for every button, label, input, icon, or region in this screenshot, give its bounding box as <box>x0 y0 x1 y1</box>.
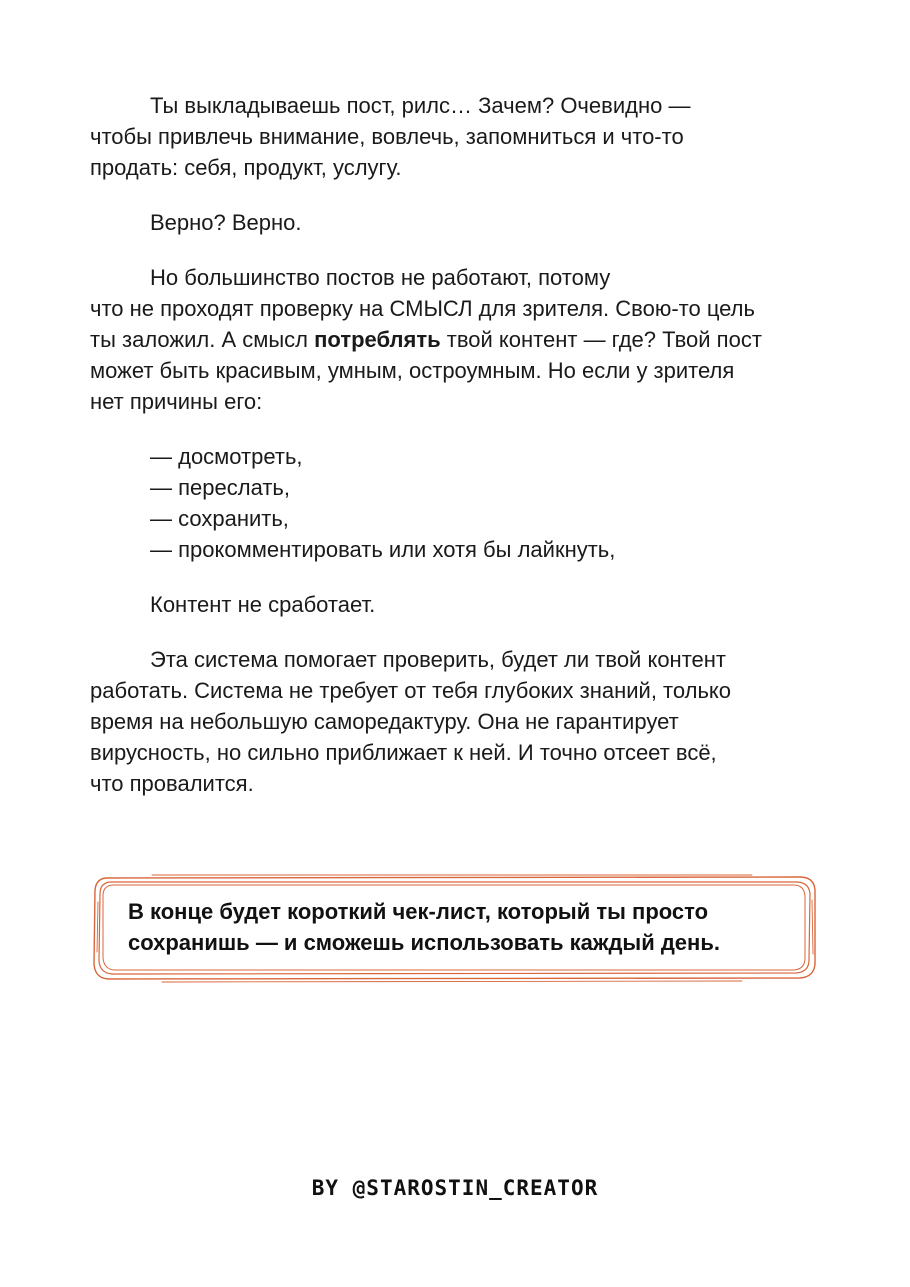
text-line: Верно? Верно. <box>150 210 302 235</box>
text-line: продать: себя, продукт, услугу. <box>90 155 402 180</box>
list-item: — досмотреть, <box>150 444 303 469</box>
text-line: время на небольшую саморедактуру. Она не гарантирует <box>90 709 679 734</box>
text-line: Ты выкладываешь пост, рилс… Зачем? Очевидно — <box>150 93 691 118</box>
paragraph-intro <box>90 90 830 183</box>
text-segment: твой контент — где? Твой пост <box>440 327 762 352</box>
callout-line: сохранишь — и сможешь использовать каждый день. <box>128 930 720 955</box>
text-line: что не проходят проверку на СМЫСЛ для зрителя. Свою-то цель <box>90 296 755 321</box>
callout-text <box>128 896 808 958</box>
body-text <box>90 90 830 823</box>
bold-word: потреблять <box>314 327 441 352</box>
text-line: может быть красивым, умным, остроумным. Но если у зрителя <box>90 358 735 383</box>
text-line: работать. Система не требует от тебя глубоких знаний, только <box>90 678 732 703</box>
checklist-callout <box>92 872 818 984</box>
reasons-list <box>90 441 830 565</box>
text-line: Но большинство постов не работают, потому <box>150 265 611 290</box>
text-segment: ты заложил. А смысл <box>90 327 315 352</box>
list-item: — сохранить, <box>150 506 289 531</box>
text-line: вирусность, но сильно приближает к ней. И точно отсеет всё, <box>90 740 717 765</box>
text-line: чтобы привлечь внимание, вовлечь, запомниться и что-то <box>90 124 684 149</box>
text-line: Контент не сработает. <box>150 592 376 617</box>
text-line-with-bold <box>90 324 830 355</box>
text-line: что провалится. <box>90 771 254 796</box>
callout-line: В конце будет короткий чек-лист, который ты просто <box>128 899 709 924</box>
list-item: — прокомментировать или хотя бы лайкнуть, <box>150 537 616 562</box>
paragraph-problem <box>90 262 830 417</box>
paragraph-system <box>90 644 830 799</box>
paragraph-confirm <box>90 207 830 238</box>
paragraph-conclusion <box>90 589 830 620</box>
text-line: нет причины его: <box>90 389 263 414</box>
text-line: Эта система помогает проверить, будет ли твой контент <box>150 647 726 672</box>
author-signature: BY @STAROSTIN_CREATOR <box>311 1176 599 1200</box>
list-item: — переслать, <box>150 475 290 500</box>
